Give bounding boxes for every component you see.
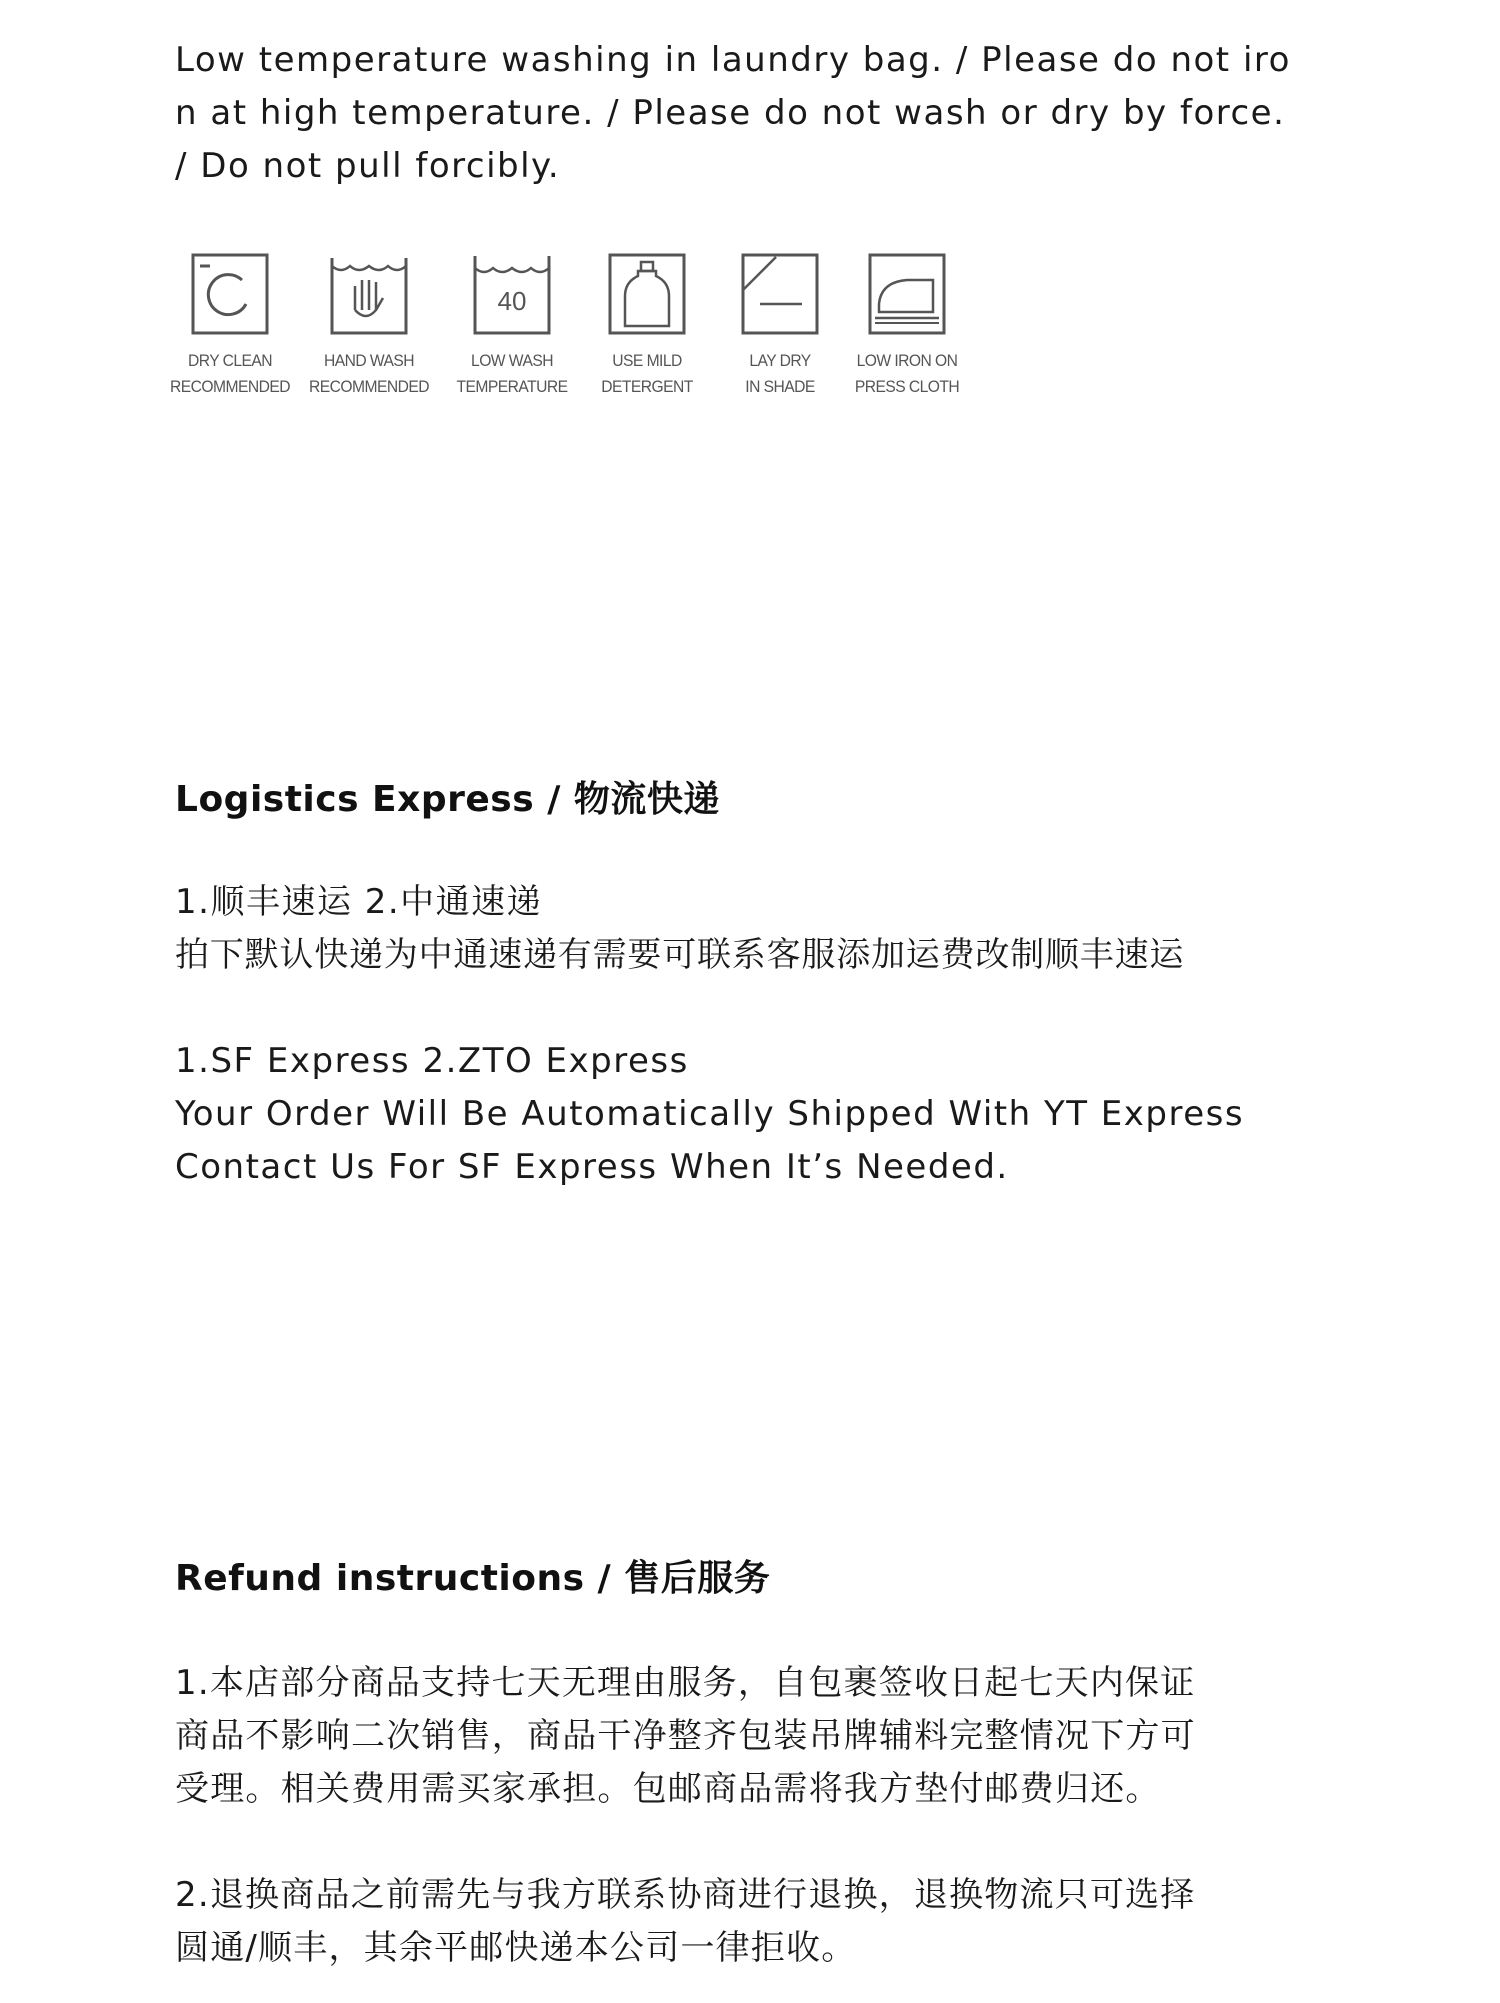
care-label-line1: USE MILD xyxy=(612,351,682,370)
wash-temperature-number: 40 xyxy=(497,286,527,316)
care-item-low-wash xyxy=(442,252,582,400)
dry-clean-icon xyxy=(190,252,270,336)
care-label-line2: DETERGENT xyxy=(601,377,693,396)
care-label-line2: TEMPERATURE xyxy=(456,377,568,396)
logistics-cn-line-1: 1.顺丰速运 2.中通速递 xyxy=(175,882,543,922)
care-label-line1: DRY CLEAN xyxy=(187,351,272,370)
care-label-line1: LAY DRY xyxy=(749,351,811,370)
care-label-line1: HAND WASH xyxy=(323,351,415,370)
care-item-low-iron xyxy=(837,252,977,400)
care-icons-row xyxy=(170,252,990,412)
refund-p1-line-1: 1.本店部分商品支持七天无理由服务，自包裹签收日起七天内保证 xyxy=(175,1663,1196,1703)
care-label-line2: RECOMMENDED xyxy=(309,377,429,396)
low-iron-icon xyxy=(867,252,947,336)
care-item-lay-dry xyxy=(710,252,850,400)
refund-p1-line-3: 受理。相关费用需买家承担。包邮商品需将我方垫付邮费归还。 xyxy=(175,1769,1161,1809)
logistics-cn-line-2: 拍下默认快递为中通速递有需要可联系客服添加运费改制顺丰速运 xyxy=(175,935,1185,975)
logistics-en-line-3: Contact Us For SF Express When It’s Needed. xyxy=(175,1147,1009,1187)
care-label-line1: LOW IRON ON xyxy=(856,351,958,370)
care-label-line2: IN SHADE xyxy=(745,377,815,396)
care-item-mild-detergent xyxy=(577,252,717,400)
refund-p2-line-1: 2.退换商品之前需先与我方联系协商进行退换，退换物流只可选择 xyxy=(175,1875,1196,1915)
care-item-hand-wash xyxy=(299,252,439,400)
logistics-heading: Logistics Express / 物流快递 xyxy=(175,779,720,820)
care-item-dry-clean xyxy=(160,252,300,400)
lay-dry-shade-icon xyxy=(740,252,820,336)
low-wash-temperature-icon xyxy=(472,252,552,336)
care-label-line1: LOW WASH xyxy=(471,351,553,370)
care-text-line-3: / Do not pull forcibly. xyxy=(175,146,561,186)
refund-p1-line-2: 商品不影响二次销售，商品干净整齐包装吊牌辅料完整情况下方可 xyxy=(175,1716,1196,1756)
care-label-line2: RECOMMENDED xyxy=(170,377,290,396)
care-text-line-2: n at high temperature. / Please do not wash or dry by force. xyxy=(175,93,1286,133)
logistics-en-line-1: 1.SF Express 2.ZTO Express xyxy=(175,1041,689,1081)
refund-p2-line-2: 圆通/顺丰，其余平邮快递本公司一律拒收。 xyxy=(175,1928,857,1968)
refund-heading: Refund instructions / 售后服务 xyxy=(175,1558,771,1599)
care-label-line2: PRESS CLOTH xyxy=(854,377,960,396)
mild-detergent-icon xyxy=(607,252,687,336)
logistics-en-line-2: Your Order Will Be Automatically Shipped With YT Express xyxy=(175,1094,1245,1134)
hand-wash-icon xyxy=(329,252,409,336)
care-text-line-1: Low temperature washing in laundry bag. / Please do not iro xyxy=(175,40,1291,80)
